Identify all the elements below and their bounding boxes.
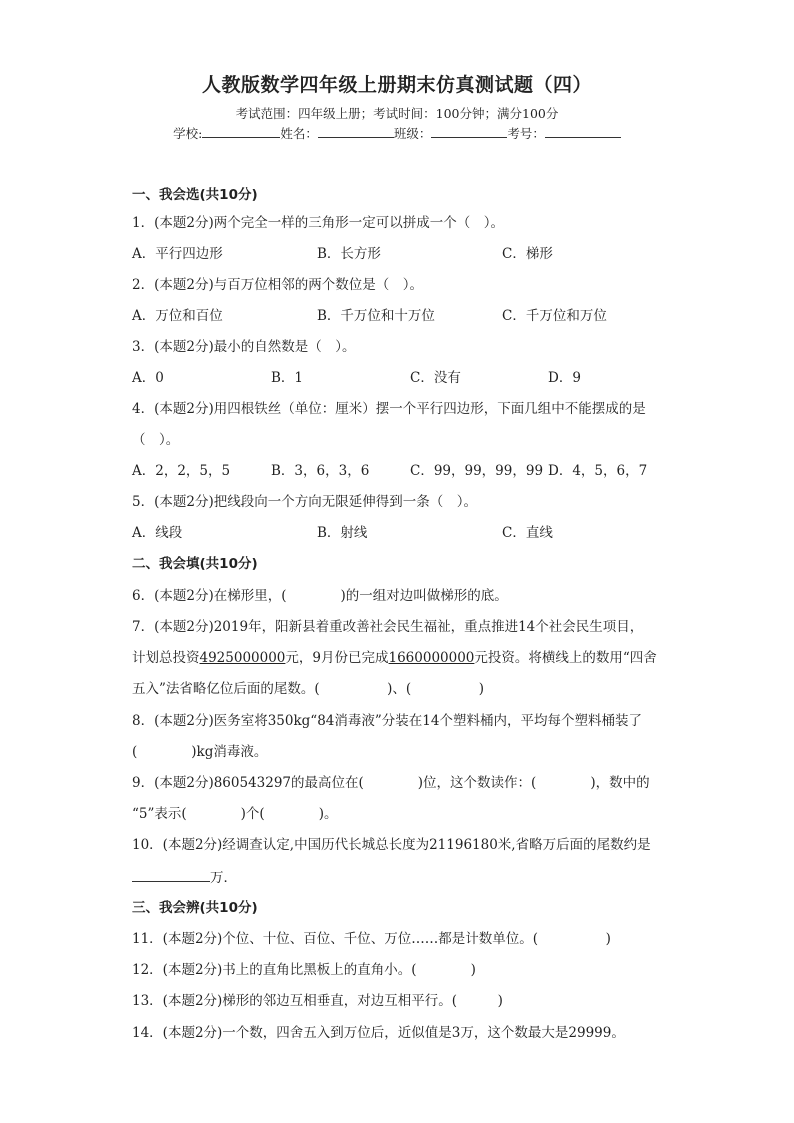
class-blank[interactable] [431,124,507,138]
question-7-line2: 计划总投资4925000000元，9月份已完成1660000000元投资。将横线上的数用“四舍 [132,650,657,666]
question-6: 6．(本题2分)在梯形里，( )的一组对边叫做梯形的底。 [132,588,508,604]
option-c[interactable]: C．没有 [410,370,461,386]
exam-info: 考试范围：四年级上册；考试时间：100分钟；满分100分 [235,106,559,121]
question-4-cont: （ ）。 [132,432,180,448]
question-2: 2．(本题2分)与百万位相邻的两个数位是（ ）。 [132,277,423,293]
question-5: 5．(本题2分)把线段向一个方向无限延伸得到一条（ ）。 [132,494,477,510]
question-12: 12．(本题2分)书上的直角比黑板上的直角小。( ) [132,962,476,978]
option-c[interactable]: C．梯形 [502,246,553,262]
option-b[interactable]: B．射线 [317,525,368,541]
name-label: 姓名： [280,126,318,141]
question-8-line2: ( )kg消毒液。 [132,744,268,760]
option-c[interactable]: C．99，99，99，99 [410,463,544,479]
option-d[interactable]: D．9 [548,370,581,386]
school-label: 学校: [173,126,203,141]
question-14: 14．(本题2分)一个数，四舍五入到万位后，近似值是3万，这个数最大是29999。 [132,1025,625,1041]
section-title: 三、我会辨(共10分) [132,900,258,916]
question-10-line2: 万． [132,867,237,887]
question-10: 10．(本题2分)经调查认定,中国历代长城总长度为21196180米,省略万后面的尾数约是 [132,837,651,853]
question-9: 9．(本题2分)860543297的最高位在( )位，这个数读作：( )，数中的 [132,775,650,791]
underlined-number: 4925000000 [199,650,286,666]
section-title: 二、我会填(共10分) [132,556,258,572]
option-a[interactable]: A．0 [132,370,164,386]
option-d[interactable]: D．4，5，6，7 [548,463,648,479]
section-title: 一、我会选(共10分) [132,187,258,203]
class-label: 班级： [393,126,432,141]
question-9-line2: “5”表示( )个( )。 [132,806,338,822]
student-info-line [0,124,794,142]
question-4: 4．(本题2分)用四根铁丝（单位：厘米）摆一个平行四边形，下面几组中不能摆成的是 [132,401,646,417]
number-blank[interactable] [545,124,621,138]
page-title: 人教版数学四年级上册期末仿真测试题（四） [201,74,592,96]
answer-blank[interactable] [132,867,210,882]
number-label: 考号： [507,126,545,141]
question-3: 3．(本题2分)最小的自然数是（ ）。 [132,339,356,355]
option-b[interactable]: B．长方形 [317,246,381,262]
question-13: 13．(本题2分)梯形的邻边互相垂直，对边互相平行。( ) [132,993,503,1009]
name-blank[interactable] [318,124,394,138]
option-c[interactable]: C．直线 [502,525,553,541]
question-11: 11．(本题2分)个位、十位、百位、千位、万位……都是计数单位。( ) [132,931,611,947]
question-8: 8．(本题2分)医务室将350kg“84消毒液”分装在14个塑料桶内，平均每个塑料桶装了 [132,713,642,729]
option-b[interactable]: B．千万位和十万位 [317,308,435,324]
option-a[interactable]: A．2，2，5，5 [132,463,231,479]
option-c[interactable]: C．千万位和万位 [502,308,607,324]
school-blank[interactable] [202,124,280,138]
option-a[interactable]: A．万位和百位 [132,308,223,324]
option-a[interactable]: A．线段 [132,525,183,541]
underlined-number: 1660000000 [388,650,475,666]
question-7-line3: 五入”法省略亿位后面的尾数。( )、( ) [132,681,484,697]
option-b[interactable]: B．1 [271,370,304,386]
question-1: 1．(本题2分)两个完全一样的三角形一定可以拼成一个（ ）。 [132,215,504,231]
question-7: 7．(本题2分)2019年，阳新县着重改善社会民生福祉，重点推进14个社会民生项目， [132,619,644,635]
option-a[interactable]: A．平行四边形 [132,246,223,262]
option-b[interactable]: B．3，6，3，6 [271,463,370,479]
